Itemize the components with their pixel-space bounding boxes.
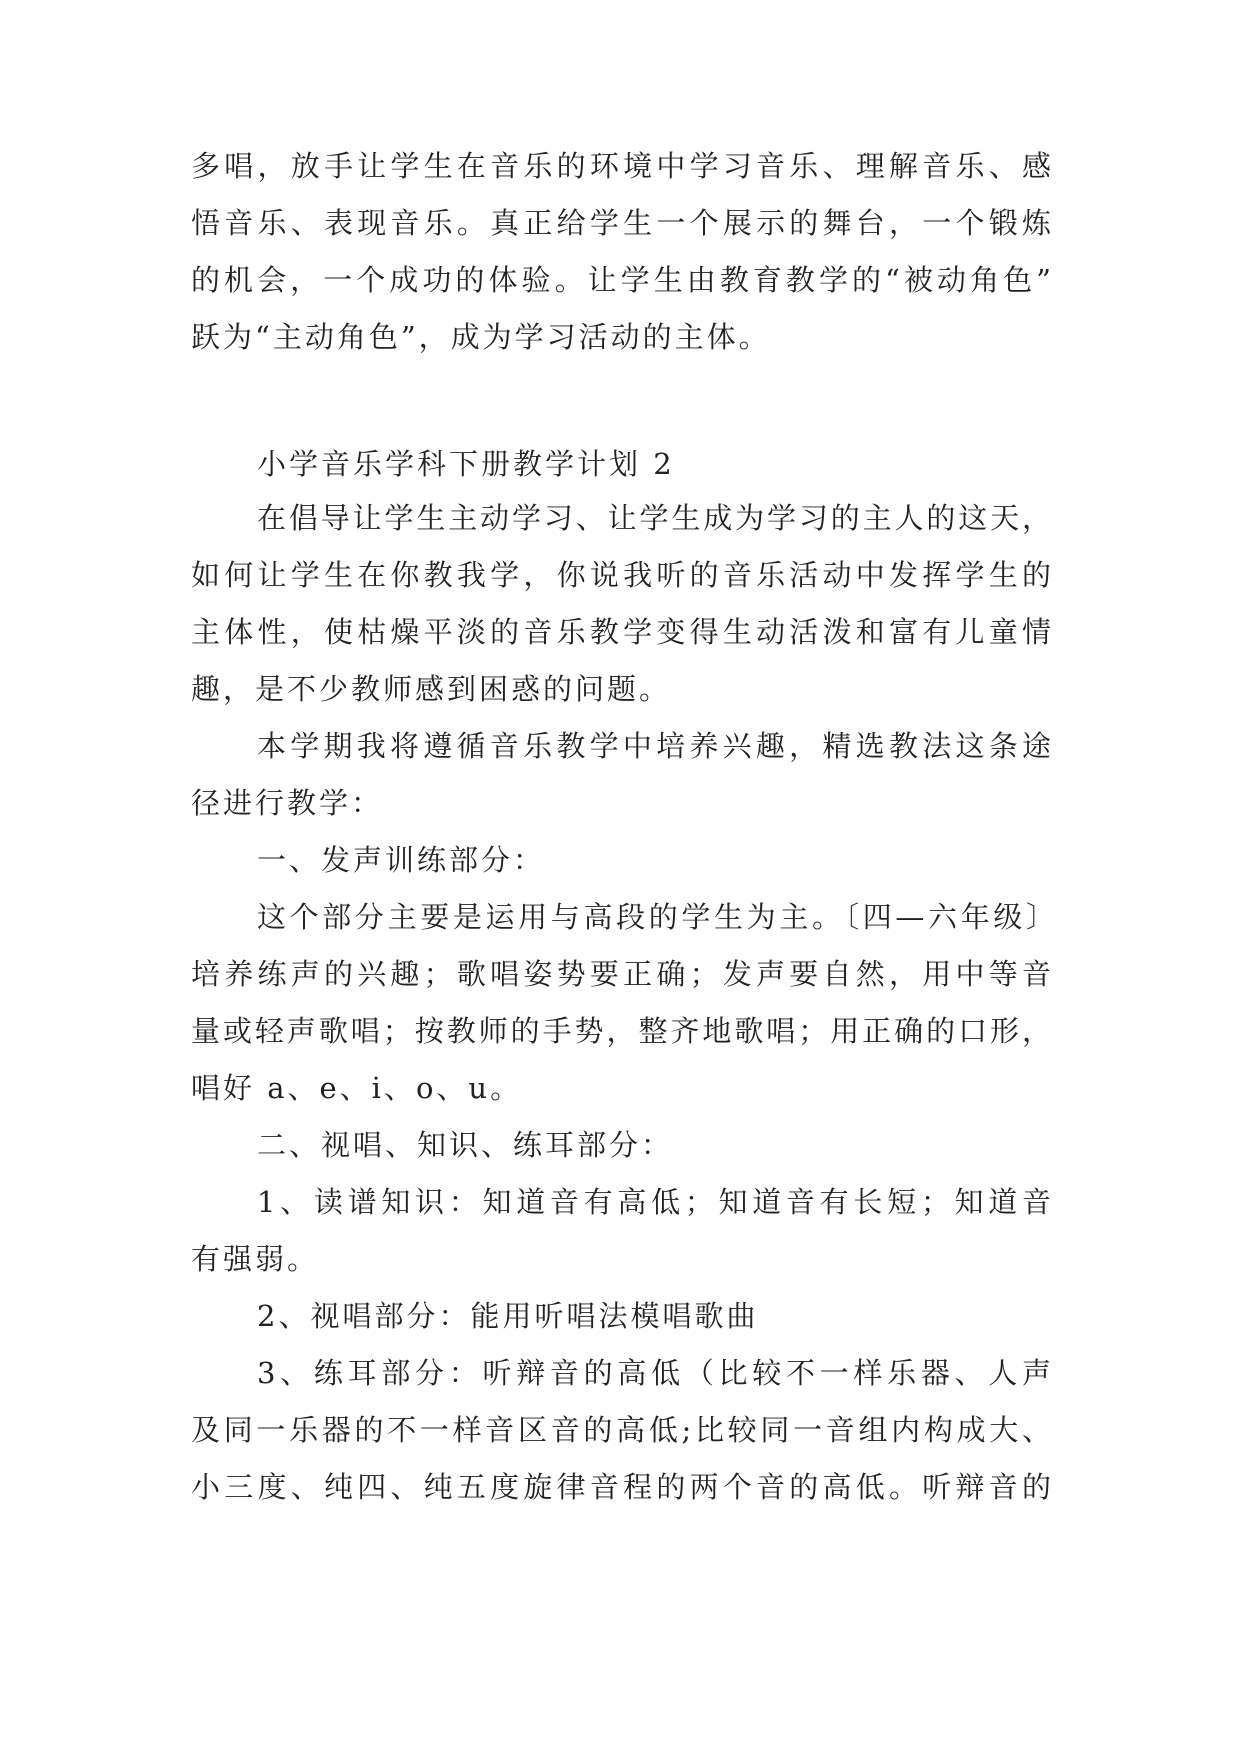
text-line-10: 本学期我将遵循音乐教学中培养兴趣，精选教法这条途 bbox=[257, 729, 1051, 763]
text-line-20: 2、视唱部分：能用听唱法模唱歌曲 bbox=[257, 1299, 759, 1333]
text-line-19: 有强弱。 bbox=[191, 1242, 320, 1276]
text-line-15: 量或轻声歌唱；按教师的手势，整齐地歌唱；用正确的口形， bbox=[191, 1014, 1051, 1048]
heading-sight-singing: 二、视唱、知识、练耳部分： bbox=[257, 1128, 674, 1162]
text-line-13: 这个部分主要是运用与高段的学生为主。〔四—六年级〕 bbox=[257, 900, 1055, 934]
text-line-2: 悟音乐、表现音乐。真正给学生一个展示的舞台，一个锻炼 bbox=[191, 206, 1051, 240]
text-line-6: 在倡导让学生主动学习、让学生成为学习的主人的这天， bbox=[257, 501, 1051, 535]
section-title: 小学音乐学科下册教学计划 2 bbox=[257, 447, 675, 481]
text-line-3: 的机会，一个成功的体验。让学生由教育教学的“被动角色” bbox=[191, 263, 1051, 297]
text-line-11: 径进行教学： bbox=[191, 786, 384, 820]
text-line-4: 跃为“主动角色”，成为学习活动的主体。 bbox=[191, 320, 771, 354]
text-line-16: 唱好 a、e、i、o、u。 bbox=[191, 1071, 523, 1105]
text-line-22: 及同一乐器的不一样音区音的高低;比较同一音组内构成大、 bbox=[191, 1413, 1051, 1447]
text-line-14: 培养练声的兴趣；歌唱姿势要正确；发声要自然，用中等音 bbox=[191, 957, 1051, 991]
heading-vocal-training: 一、发声训练部分： bbox=[257, 843, 546, 877]
text-line-1: 多唱，放手让学生在音乐的环境中学习音乐、理解音乐、感 bbox=[191, 149, 1051, 183]
text-line-21: 3、练耳部分：听辩音的高低（比较不一样乐器、人声 bbox=[257, 1356, 1051, 1390]
text-line-18: 1、读谱知识：知道音有高低；知道音有长短；知道音 bbox=[257, 1185, 1051, 1219]
text-line-8: 主体性，使枯燥平淡的音乐教学变得生动活泼和富有儿童情 bbox=[191, 615, 1051, 649]
text-line-7: 如何让学生在你教我学，你说我听的音乐活动中发挥学生的 bbox=[191, 558, 1051, 592]
text-line-9: 趣，是不少教师感到困惑的问题。 bbox=[191, 672, 672, 706]
text-line-23: 小三度、纯四、纯五度旋律音程的两个音的高低。听辩音的 bbox=[191, 1470, 1051, 1504]
